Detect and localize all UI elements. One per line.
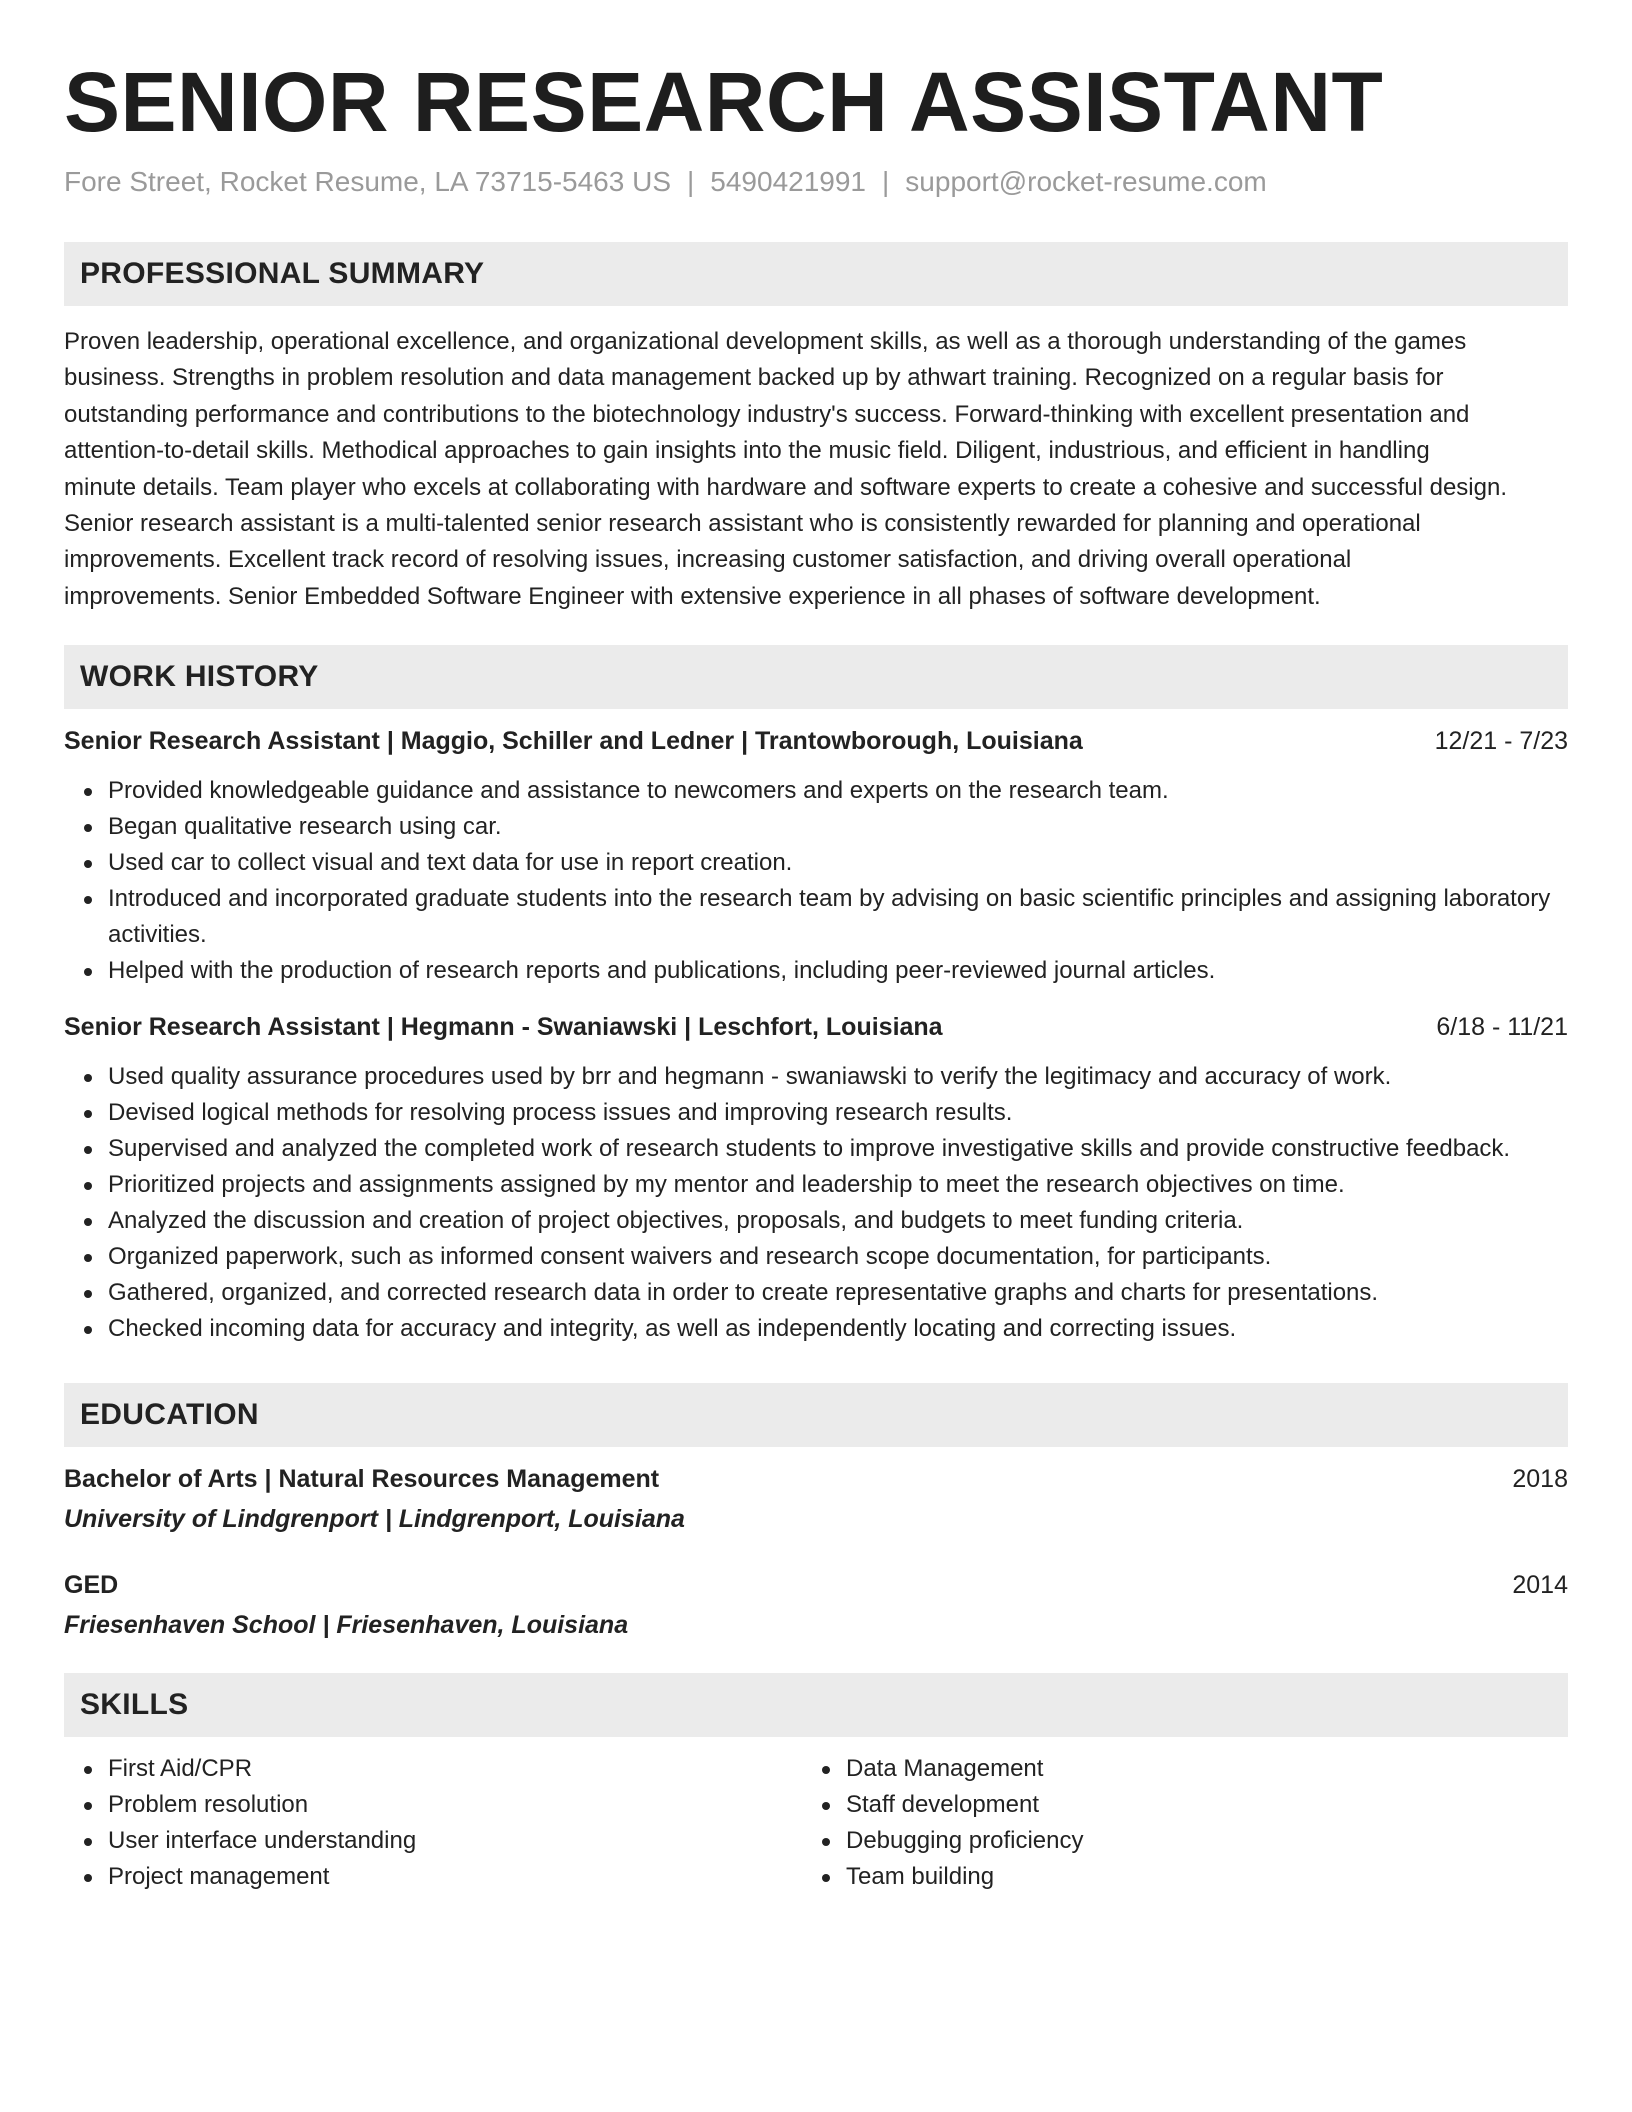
skill-item: Debugging proficiency	[846, 1823, 1540, 1859]
summary-line: business. Strengths in problem resolution and data management backed up by athwart training. Recognized on a regular basis for	[64, 364, 1444, 392]
skill-item: Data Management	[846, 1751, 1540, 1787]
job-bullet: Used car to collect visual and text data for use in report creation.	[108, 845, 1568, 881]
education-school: University of Lindgrenport | Lindgrenport, Louisiana	[64, 1505, 685, 1534]
contact-line	[64, 162, 1568, 202]
education-header	[64, 1461, 1568, 1497]
education-year: 2018	[1512, 1465, 1568, 1494]
summary-section-header: PROFESSIONAL SUMMARY	[64, 242, 1568, 306]
education-entry	[64, 1567, 1568, 1643]
job-header	[64, 723, 1568, 759]
contact-separator: |	[882, 166, 890, 197]
job-title: Senior Research Assistant | Hegmann - Swaniawski | Leschfort, Louisiana	[64, 1013, 943, 1042]
job-bullet: Organized paperwork, such as informed consent waivers and research scope documentation, for participants.	[108, 1239, 1568, 1275]
skill-item: Project management	[108, 1859, 802, 1895]
summary-line: improvements. Senior Embedded Software Engineer with extensive experience in all phases of software development.	[64, 582, 1321, 610]
job-bullet: Gathered, organized, and corrected research data in order to create representative graphs and charts for presentations.	[108, 1275, 1568, 1311]
skill-item: Staff development	[846, 1787, 1540, 1823]
job-dates: 6/18 - 11/21	[1436, 1013, 1568, 1042]
contact-phone: 5490421991	[710, 166, 867, 197]
job-title: Senior Research Assistant | Maggio, Schiller and Ledner | Trantowborough, Louisiana	[64, 727, 1083, 756]
contact-email[interactable]: support@rocket-resume.com	[905, 166, 1267, 197]
job-bullet: Checked incoming data for accuracy and integrity, as well as independently locating and correcting issues.	[108, 1311, 1568, 1347]
job-bullet: Introduced and incorporated graduate students into the research team by advising on basic scientific principles and assigning laboratory activities.	[108, 881, 1568, 953]
skills-section-header: SKILLS	[64, 1673, 1568, 1737]
job-bullet: Provided knowledgeable guidance and assistance to newcomers and experts on the research team.	[108, 773, 1568, 809]
education-year: 2014	[1512, 1571, 1568, 1600]
job-bullet: Helped with the production of research reports and publications, including peer-reviewed journal articles.	[108, 953, 1568, 989]
skill-item: First Aid/CPR	[108, 1751, 802, 1787]
job-entry	[64, 1009, 1568, 1347]
job-bullets	[64, 1059, 1568, 1347]
education-entry	[64, 1461, 1568, 1537]
summary-line: attention-to-detail skills. Methodical approaches to gain insights into the music field. Diligent, industrious, and efficient in handling	[64, 437, 1430, 465]
job-bullet: Supervised and analyzed the completed work of research students to improve investigative skills and provide constructive feedback.	[108, 1131, 1568, 1167]
skill-item: Problem resolution	[108, 1787, 802, 1823]
skills-list	[64, 1751, 1568, 1895]
job-bullet: Devised logical methods for resolving process issues and improving research results.	[108, 1095, 1568, 1131]
skills-column-right	[802, 1751, 1540, 1895]
contact-address: Fore Street, Rocket Resume, LA 73715-5463 US	[64, 166, 671, 197]
education-section-header: EDUCATION	[64, 1383, 1568, 1447]
summary-text	[64, 324, 1568, 615]
summary-line: Senior research assistant is a multi-talented senior research assistant who is consistently rewarded for planning and operational	[64, 510, 1421, 538]
summary-line: minute details. Team player who excels at collaborating with hardware and software experts to create a cohesive and successful design.	[64, 473, 1507, 501]
education-degree: GED	[64, 1571, 119, 1600]
summary-line: improvements. Excellent track record of resolving issues, increasing customer satisfaction, and driving overall operational	[64, 546, 1352, 574]
education-degree: Bachelor of Arts | Natural Resources Management	[64, 1465, 660, 1494]
skill-item: User interface understanding	[108, 1823, 802, 1859]
resume-name: SENIOR RESEARCH ASSISTANT	[64, 55, 1384, 149]
job-dates: 12/21 - 7/23	[1434, 727, 1568, 756]
job-bullet: Began qualitative research using car.	[108, 809, 1568, 845]
work-section-header: WORK HISTORY	[64, 645, 1568, 709]
summary-line: Proven leadership, operational excellence, and organizational development skills, as well as a thorough understanding of the games	[64, 328, 1467, 355]
summary-line: outstanding performance and contributions to the biotechnology industry's success. Forward-thinking with excellent presentation and	[64, 400, 1470, 428]
skill-item: Team building	[846, 1859, 1540, 1895]
contact-separator: |	[687, 166, 695, 197]
job-bullets	[64, 773, 1568, 989]
job-entry	[64, 723, 1568, 989]
education-header	[64, 1567, 1568, 1603]
education-school: Friesenhaven School | Friesenhaven, Louisiana	[64, 1611, 629, 1640]
job-header	[64, 1009, 1568, 1045]
job-bullet: Analyzed the discussion and creation of project objectives, proposals, and budgets to meet funding criteria.	[108, 1203, 1568, 1239]
job-bullet: Used quality assurance procedures used by brr and hegmann - swaniawski to verify the legitimacy and accuracy of work.	[108, 1059, 1568, 1095]
job-bullet: Prioritized projects and assignments assigned by my mentor and leadership to meet the research objectives on time.	[108, 1167, 1568, 1203]
skills-column-left	[64, 1751, 802, 1895]
